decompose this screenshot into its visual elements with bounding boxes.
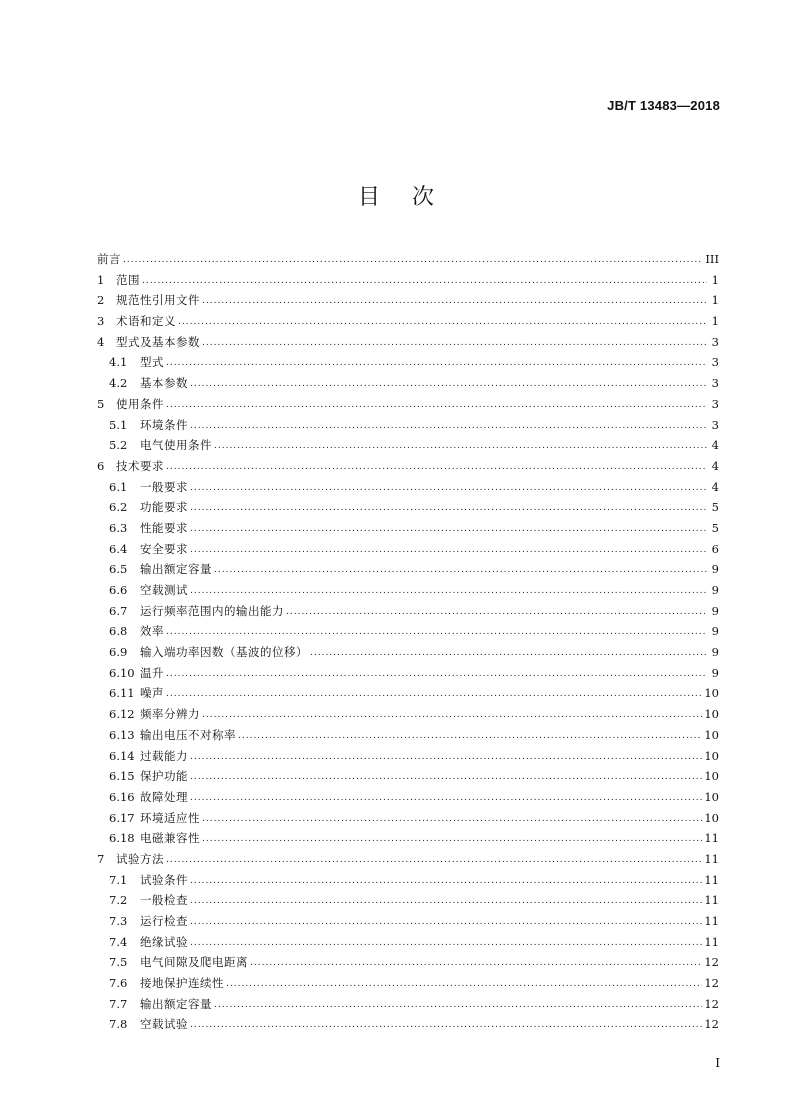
toc-dot-leader — [190, 1015, 702, 1036]
toc-entry-page: 4 — [711, 438, 719, 453]
toc-entry[interactable] — [97, 580, 719, 601]
toc-entry-page: 4 — [711, 479, 719, 494]
toc-entry-label: 保护功能 — [140, 769, 188, 784]
toc-entry-page: 10 — [704, 727, 719, 742]
toc-entry-label: 空载试验 — [140, 1017, 188, 1032]
toc-entry-page: 6 — [711, 541, 719, 556]
toc-entry-number: 6.10 — [109, 665, 135, 680]
toc-entry-page: 3 — [711, 355, 719, 370]
toc-entry[interactable] — [97, 828, 719, 849]
toc-entry-number: 6.18 — [109, 831, 135, 846]
toc-dot-leader — [202, 333, 707, 354]
toc-entry-page: 5 — [711, 500, 719, 515]
toc-entry-number: 1 — [97, 272, 105, 287]
toc-entry-number: 6.4 — [109, 541, 128, 556]
toc-entry-number: 6.9 — [109, 645, 128, 660]
toc-entry[interactable] — [97, 766, 719, 787]
toc-entry-label: 术语和定义 — [116, 314, 176, 329]
toc-entry-page: 1 — [711, 272, 719, 287]
toc-entry[interactable] — [97, 559, 719, 580]
toc-entry-label: 运行频率范围内的输出能力 — [140, 603, 284, 618]
toc-entry[interactable] — [97, 290, 719, 311]
toc-entry[interactable] — [97, 787, 719, 808]
toc-entry-page: 9 — [711, 603, 719, 618]
toc-entry-label: 使用条件 — [116, 396, 164, 411]
toc-dot-leader — [250, 953, 702, 974]
toc-dot-leader — [202, 291, 707, 312]
toc-entry[interactable] — [97, 332, 719, 353]
toc-dot-leader — [190, 767, 702, 788]
toc-entry[interactable] — [97, 663, 719, 684]
toc-entry-page: 10 — [704, 748, 719, 763]
toc-dot-leader — [238, 726, 702, 747]
toc-entry-page: 11 — [704, 914, 719, 928]
toc-entry-page: 3 — [711, 417, 719, 432]
toc-dot-leader — [226, 974, 702, 995]
toc-entry-number: 6.11 — [109, 686, 135, 701]
toc-dot-leader — [190, 747, 702, 768]
toc-entry-page: 12 — [704, 996, 719, 1011]
toc-entry-number: 6.12 — [109, 707, 135, 722]
toc-entry-label: 基本参数 — [140, 376, 188, 391]
toc-entry[interactable] — [97, 456, 719, 477]
toc-entry-page: 9 — [711, 624, 719, 639]
toc-dot-leader — [190, 891, 702, 912]
toc-entry[interactable] — [97, 870, 719, 891]
toc-entry-page: 11 — [704, 893, 719, 908]
toc-dot-leader — [190, 374, 707, 395]
toc-entry[interactable] — [97, 1014, 719, 1035]
toc-entry-number: 6.13 — [109, 727, 135, 742]
toc-entry-number: 4.1 — [109, 355, 128, 370]
toc-dot-leader — [166, 622, 707, 643]
toc-entry-number: 7.5 — [109, 955, 128, 970]
toc-entry-number: 3 — [97, 314, 105, 329]
toc-dot-leader — [166, 457, 707, 478]
toc-entry-number: 6.6 — [109, 583, 128, 597]
toc-dot-leader — [190, 788, 702, 809]
toc-entry[interactable] — [97, 808, 719, 829]
toc-dot-leader — [202, 705, 702, 726]
toc-entry[interactable] — [97, 601, 719, 622]
toc-dot-leader — [166, 850, 702, 871]
toc-dot-leader — [142, 271, 707, 292]
toc-dot-leader — [166, 684, 702, 705]
toc-entry-page: 10 — [704, 686, 719, 701]
toc-dot-leader — [310, 643, 707, 664]
toc-entry-label: 环境条件 — [140, 417, 188, 432]
toc-dot-leader — [166, 395, 707, 416]
toc-entry-label: 一般要求 — [140, 479, 188, 494]
toc-dot-leader — [190, 519, 707, 540]
toc-entry-page: 1 — [711, 314, 719, 329]
toc-dot-leader — [190, 581, 707, 602]
toc-entry-label: 故障处理 — [140, 789, 188, 804]
toc-entry-label: 试验条件 — [140, 872, 188, 887]
toc-entry-number: 7.3 — [109, 914, 128, 928]
toc-entry[interactable] — [97, 518, 719, 539]
toc-entry-number: 7.6 — [109, 976, 128, 991]
toc-entry-page: 3 — [711, 396, 719, 411]
toc-dot-leader — [214, 995, 702, 1016]
toc-entry-page: 9 — [711, 562, 719, 577]
toc-entry-number: 7.1 — [109, 872, 128, 887]
toc-dot-leader — [286, 602, 707, 623]
toc-entry[interactable] — [97, 746, 719, 767]
toc-entry-label: 过载能力 — [140, 748, 188, 763]
toc-entry-label: 温升 — [140, 665, 164, 680]
toc-entry-label: 型式 — [140, 355, 164, 370]
toc-entry-page: III — [705, 252, 719, 266]
toc-entry-label: 规范性引用文件 — [116, 293, 200, 308]
toc-entry-page: 12 — [704, 1017, 719, 1032]
toc-entry-number: 5.2 — [109, 438, 128, 453]
toc-entry-label: 输出额定容量 — [140, 562, 212, 577]
toc-entry-number: 7.4 — [109, 934, 128, 949]
toc-entry-label: 噪声 — [140, 686, 164, 701]
toc-dot-leader — [214, 436, 707, 457]
toc-entry-label: 接地保护连续性 — [140, 976, 224, 991]
toc-entry-number: 7.7 — [109, 996, 128, 1011]
toc-entry-page: 10 — [704, 707, 719, 722]
toc-dot-leader — [190, 416, 707, 437]
toc-entry[interactable] — [97, 683, 719, 704]
toc-entry-number: 5.1 — [109, 417, 128, 432]
toc-entry[interactable] — [97, 621, 719, 642]
table-of-contents — [97, 249, 719, 1035]
toc-entry-label: 效率 — [140, 624, 164, 639]
toc-entry-label: 型式及基本参数 — [116, 334, 200, 349]
toc-entry-page: 3 — [711, 376, 719, 391]
toc-entry-label: 环境适应性 — [140, 810, 200, 825]
toc-entry[interactable] — [97, 249, 719, 270]
toc-dot-leader — [190, 871, 702, 892]
toc-entry-label: 技术要求 — [116, 458, 164, 473]
toc-entry-label: 空载测试 — [140, 583, 188, 597]
toc-entry-number: 4 — [97, 334, 105, 349]
toc-entry[interactable] — [97, 642, 719, 663]
toc-entry-number: 6.14 — [109, 748, 135, 763]
toc-dot-leader — [190, 912, 702, 933]
toc-entry-label: 输出额定容量 — [140, 996, 212, 1011]
toc-dot-leader — [178, 312, 707, 333]
toc-dot-leader — [190, 933, 702, 954]
toc-title: 目次 — [357, 185, 466, 210]
toc-dot-leader — [214, 560, 707, 581]
toc-entry-number: 5 — [97, 396, 105, 411]
toc-entry-number: 2 — [97, 293, 105, 308]
toc-entry-number: 6 — [97, 458, 105, 473]
toc-entry-label: 功能要求 — [140, 500, 188, 515]
toc-entry-number: 4.2 — [109, 376, 128, 391]
toc-entry[interactable] — [97, 849, 719, 870]
toc-entry-number: 6.7 — [109, 603, 128, 618]
toc-entry-page: 12 — [704, 976, 719, 991]
toc-entry[interactable] — [97, 704, 719, 725]
toc-entry-number: 6.2 — [109, 500, 128, 515]
toc-entry-number: 6.16 — [109, 789, 135, 804]
toc-entry-label: 电气使用条件 — [140, 438, 212, 453]
toc-entry-page: 1 — [711, 293, 719, 308]
toc-entry-label: 输出电压不对称率 — [140, 727, 236, 742]
toc-dot-leader — [166, 353, 707, 374]
toc-entry-number: 6.5 — [109, 562, 128, 577]
toc-dot-leader — [190, 498, 707, 519]
toc-entry[interactable] — [97, 994, 719, 1015]
toc-dot-leader — [166, 664, 707, 685]
toc-entry-page: 9 — [711, 665, 719, 680]
toc-entry[interactable] — [97, 911, 719, 932]
toc-entry-number: 6.1 — [109, 479, 128, 494]
toc-dot-leader — [190, 478, 707, 499]
toc-entry[interactable] — [97, 270, 719, 291]
toc-dot-leader — [190, 540, 707, 561]
standard-code: JB/T 13483—2018 — [607, 98, 720, 113]
toc-entry[interactable] — [97, 415, 719, 436]
toc-entry-label: 一般检查 — [140, 893, 188, 908]
toc-entry-number: 7 — [97, 851, 105, 866]
toc-entry-label: 输入端功率因数（基波的位移） — [140, 645, 308, 660]
toc-entry-page: 10 — [704, 810, 719, 825]
toc-entry[interactable] — [97, 725, 719, 746]
toc-entry[interactable] — [97, 890, 719, 911]
toc-entry-label: 试验方法 — [116, 851, 164, 866]
toc-entry-page: 11 — [704, 934, 719, 949]
toc-entry-page: 9 — [711, 645, 719, 660]
toc-entry[interactable] — [97, 477, 719, 498]
toc-entry-page: 10 — [704, 769, 719, 784]
toc-entry[interactable] — [97, 497, 719, 518]
toc-entry-label: 绝缘试验 — [140, 934, 188, 949]
toc-entry-label: 范围 — [116, 272, 140, 287]
toc-dot-leader — [123, 250, 703, 271]
toc-entry[interactable] — [97, 352, 719, 373]
toc-entry[interactable] — [97, 373, 719, 394]
toc-entry-label: 安全要求 — [140, 541, 188, 556]
page-number: I — [715, 1056, 720, 1070]
toc-entry[interactable] — [97, 932, 719, 953]
toc-entry[interactable] — [97, 394, 719, 415]
toc-entry[interactable] — [97, 435, 719, 456]
toc-entry-number: 7.8 — [109, 1017, 128, 1032]
toc-entry-page: 11 — [704, 851, 719, 866]
toc-entry-page: 9 — [711, 583, 719, 597]
toc-entry-number: 6.15 — [109, 769, 135, 784]
toc-entry[interactable] — [97, 539, 719, 560]
toc-entry-page: 11 — [704, 872, 719, 887]
toc-entry[interactable] — [97, 952, 719, 973]
toc-entry-number: 6.3 — [109, 520, 128, 535]
toc-entry-number: 6.17 — [109, 810, 135, 825]
toc-entry-label: 电磁兼容性 — [140, 831, 200, 846]
toc-entry-page: 3 — [711, 334, 719, 349]
toc-entry-page: 12 — [704, 955, 719, 970]
toc-dot-leader — [202, 829, 702, 850]
toc-entry-label: 电气间隙及爬电距离 — [140, 955, 248, 970]
toc-entry-page: 4 — [711, 458, 719, 473]
toc-entry-label: 前言 — [97, 252, 121, 266]
toc-entry-page: 5 — [711, 520, 719, 535]
toc-dot-leader — [202, 809, 702, 830]
toc-entry-label: 运行检查 — [140, 914, 188, 928]
toc-entry-page: 11 — [704, 831, 719, 846]
toc-entry-number: 6.8 — [109, 624, 128, 639]
toc-entry-label: 性能要求 — [140, 520, 188, 535]
toc-entry[interactable] — [97, 311, 719, 332]
toc-entry-number: 7.2 — [109, 893, 128, 908]
toc-entry-page: 10 — [704, 789, 719, 804]
toc-entry[interactable] — [97, 973, 719, 994]
toc-entry-label: 频率分辨力 — [140, 707, 200, 722]
